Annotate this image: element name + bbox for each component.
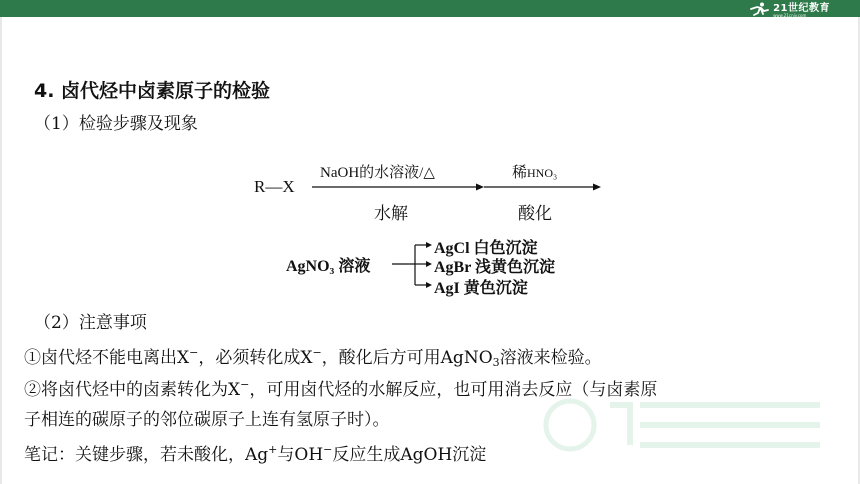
product-agcl: AgCl 白色沉淀 xyxy=(434,240,538,257)
note-1 xyxy=(24,343,602,368)
memo-a: 笔记：关键步骤，若未酸化，Ag xyxy=(24,445,269,465)
agno3-label: AgNO₃ 溶液 xyxy=(286,258,371,275)
note1-a: ①卤代烃不能电离出X xyxy=(24,348,190,368)
memo-b-sup: − xyxy=(323,443,333,456)
reaction-diagram xyxy=(250,155,630,305)
note2-b: ，可用卤代烃的水解反应，也可用消去反应（与卤素原 xyxy=(249,380,658,400)
notes-heading: （2）注意事项 xyxy=(34,313,147,333)
note2-a: ②将卤代烃中的卤素转化为X xyxy=(24,380,241,400)
hydrolysis-label: 水解 xyxy=(374,204,408,223)
header-bar xyxy=(0,0,860,17)
runner-icon xyxy=(748,2,770,16)
reagent2-formula: HNO₃ xyxy=(527,166,558,180)
product-agi: AgI 黄色沉淀 xyxy=(434,280,528,297)
note1-b: ，必须转化成X xyxy=(198,348,313,368)
memo-a-sup: + xyxy=(268,443,278,456)
reagent2-char: 稀 xyxy=(512,165,528,181)
watermark-logo xyxy=(540,395,830,455)
note1-a-sup: − xyxy=(189,346,199,359)
note1-d: 溶液来检验。 xyxy=(499,348,602,368)
acidify-label: 酸化 xyxy=(518,204,552,223)
memo-line xyxy=(24,440,486,465)
reagent2-label xyxy=(512,161,557,182)
slide-title: 4. 卤代烃中卤素原子的检验 xyxy=(34,80,271,102)
brand-logo xyxy=(748,1,830,16)
step-heading: （1）检验步骤及现象 xyxy=(34,114,198,134)
product-agbr: AgBr 浅黄色沉淀 xyxy=(434,259,556,276)
reactant-label: R—X xyxy=(254,177,295,196)
left-border xyxy=(0,17,2,484)
note1-c-sub: 3 xyxy=(492,356,500,369)
memo-c: 反应生成AgOH沉淀 xyxy=(332,445,487,465)
logo-url: www.21cnjy.com xyxy=(773,13,807,18)
note1-b-sup: − xyxy=(312,346,322,359)
note2-sup: − xyxy=(240,378,250,391)
reagent1-label: NaOH的水溶液/△ xyxy=(320,165,435,181)
note1-c: ，酸化后方可用AgNO xyxy=(321,348,493,368)
memo-b: 与OH xyxy=(277,445,324,465)
logo-text: 21世纪教育 xyxy=(773,3,830,14)
note-2-line-2: 子相连的碳原子的邻位碳原子上连有氢原子时）。 xyxy=(24,410,390,430)
